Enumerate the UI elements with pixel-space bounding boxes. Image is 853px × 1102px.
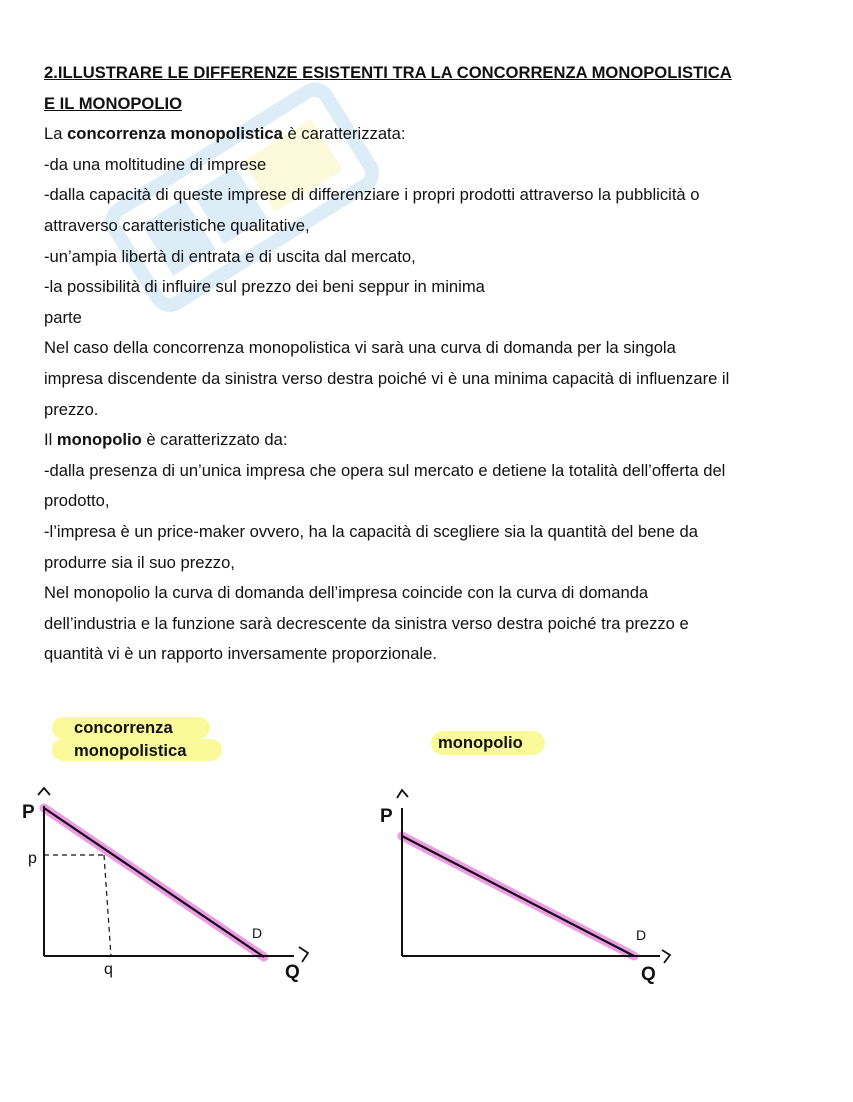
section-heading-line-2: E IL MONOPOLIO (44, 93, 182, 113)
text-line: Nel monopolio la curva di domanda dell’impresa coincide con la curva di domanda (44, 583, 649, 603)
y-axis-arrow-icon (397, 790, 408, 798)
x-axis-arrow-icon (662, 950, 670, 963)
text-line: -da una moltitudine di imprese (44, 154, 267, 174)
y-axis-label: P (380, 806, 393, 827)
text-line: attraverso caratteristiche qualitative, (44, 215, 310, 235)
text-line: prezzo. (44, 399, 99, 419)
text-line: Nel caso della concorrenza monopolistica vi sarà una curva di domanda per la singola (44, 338, 676, 358)
intro-suffix: è caratterizzato da: (141, 430, 288, 450)
graph-right-title: monopolio (438, 733, 523, 752)
text-line: prodotto, (44, 491, 110, 511)
document-text (44, 58, 814, 670)
curve-label: D (636, 927, 647, 943)
x-axis-label: Q (285, 962, 300, 983)
text-line: -la possibilità di influire sul prezzo dei beni seppur in minima (44, 277, 485, 297)
quantity-label: q (104, 961, 113, 978)
graph-monopolio (0, 780, 853, 1000)
graph-left-title-line-1: concorrenza (74, 718, 173, 737)
text-line: parte (44, 307, 82, 327)
text-line: dell’industria e la funzione sarà decrescente da sinistra verso destra poiché tra prezzo e (44, 613, 689, 633)
price-label: p (28, 850, 37, 867)
curve-label: D (252, 925, 263, 941)
intro-bold-term: concorrenza monopolistica (67, 124, 283, 144)
section-heading-line-1: 2.ILLUSTRARE LE DIFFERENZE ESISTENTI TRA LA CONCORRENZA MONOPOLISTICA (44, 63, 732, 82)
text-line: -un’ampia libertà di entrata e di uscita dal mercato, (44, 246, 416, 266)
paragraph-intro-monopolio (44, 425, 814, 456)
intro-prefix: Il (44, 430, 57, 450)
text-line: produrre sia il suo prezzo, (44, 552, 235, 572)
intro-prefix: La (44, 124, 68, 144)
intro-suffix: è caratterizzata: (282, 124, 406, 144)
text-line: -l’impresa è un price-maker ovvero, ha la capacità di scegliere sia la quantità del bene da (44, 521, 698, 541)
x-axis-label: Q (641, 964, 656, 985)
text-line: -dalla presenza di un’unica impresa che opera sul mercato e detiene la totalità dell’offerta del (44, 460, 726, 480)
intro-bold-term: monopolio (56, 430, 142, 450)
text-line: -dalla capacità di queste imprese di differenziare i propri prodotti attraverso la pubblicità o (44, 185, 700, 205)
text-line: quantità vi è un rapporto inversamente proporzionale. (44, 644, 437, 664)
graph-left-title-line-2: monopolistica (74, 741, 187, 760)
paragraph-intro-concorrenza (44, 119, 814, 150)
text-line: impresa discendente da sinistra verso destra poiché vi è una minima capacità di influenzare il (44, 368, 730, 388)
y-axis-label: P (22, 802, 35, 823)
demand-curve (402, 836, 634, 956)
